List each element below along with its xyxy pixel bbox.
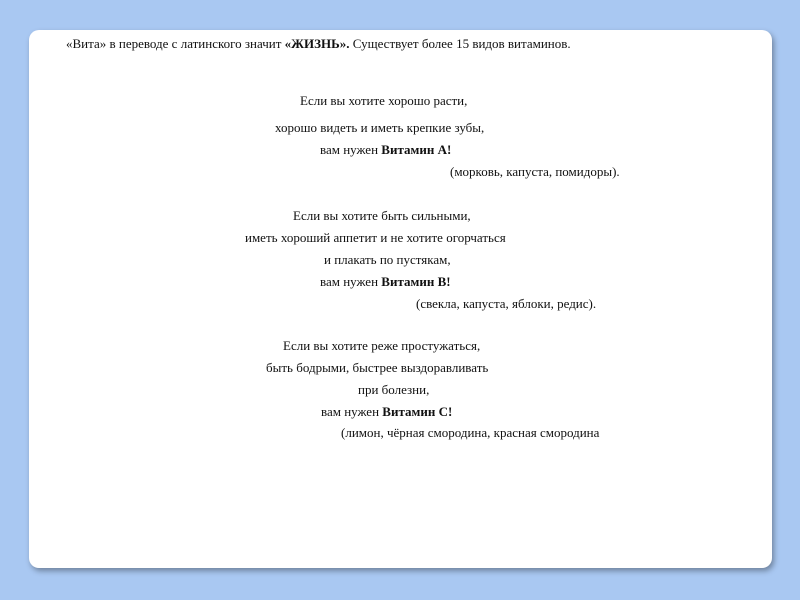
section-c-line-1: Если вы хотите реже простужаться, (283, 338, 481, 353)
section-c-sources: (лимон, чёрная смородина, красная смородина (341, 425, 600, 440)
section-a-vitamin: Витамин А! (381, 142, 452, 157)
intro-part2: Существует более 15 видов витаминов. (349, 36, 571, 51)
section-b-line-2: иметь хороший аппетит и не хотите огорчаться (245, 230, 506, 245)
section-b-line-3: и плакать по пустякам, (324, 252, 451, 267)
section-b-need-prefix: вам нужен (320, 274, 382, 289)
section-c-need (321, 404, 452, 420)
section-c-vitamin: Витамин С! (382, 404, 453, 419)
section-a-sources: (морковь, капуста, помидоры). (450, 164, 620, 179)
intro-text (66, 36, 571, 52)
section-c-line-3: при болезни, (358, 382, 430, 397)
section-a-line-1: Если вы хотите хорошо расти, (300, 93, 468, 108)
section-b-need (320, 274, 451, 290)
intro-highlight: «ЖИЗНЬ». (284, 36, 350, 51)
section-b-vitamin: Витамин В! (381, 274, 451, 289)
section-c-need-prefix: вам нужен (321, 404, 383, 419)
section-b-sources: (свекла, капуста, яблоки, редис). (416, 296, 597, 311)
section-c-line-2: быть бодрыми, быстрее выздоравливать (266, 360, 489, 375)
section-a-line-2: хорошо видеть и иметь крепкие зубы, (275, 120, 485, 135)
slide-card (29, 30, 772, 568)
section-a-need-prefix: вам нужен (320, 142, 382, 157)
intro-part1: «Вита» в переводе с латинского значит (66, 36, 285, 51)
section-a-need (320, 142, 451, 158)
section-b-line-1: Если вы хотите быть сильными, (293, 208, 471, 223)
